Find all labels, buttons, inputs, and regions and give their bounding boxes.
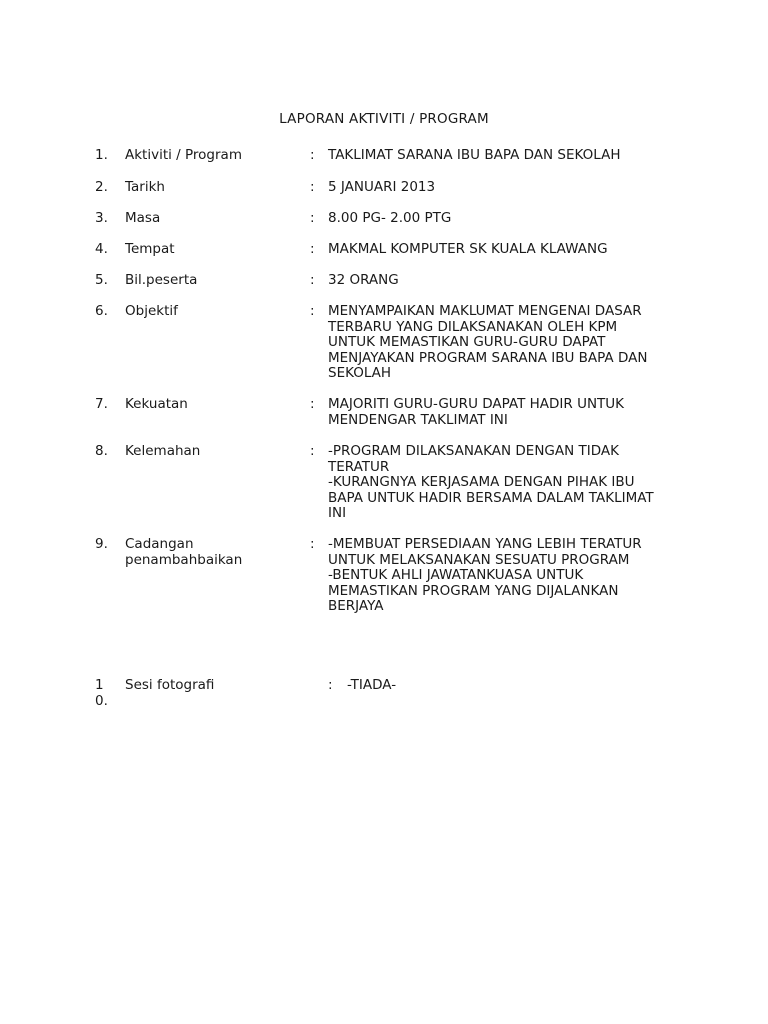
item-label: Kelemahan <box>125 443 201 459</box>
item-label: Tarikh <box>125 179 165 195</box>
item-label: Sesi fotografi <box>125 677 215 693</box>
report-title: LAPORAN AKTIVITI / PROGRAM <box>279 111 489 127</box>
item-colon: : <box>310 210 315 226</box>
item-label: Aktiviti / Program <box>125 147 242 163</box>
item-value: MENYAMPAIKAN MAKLUMAT MENGENAI DASAR TERBARU YANG DILAKSANAKAN OLEH KPM UNTUK MEMASTIKAN GURU-GURU DAPAT MENJAYAKAN PROGRAM SARANA IBU BAPA DAN SEKOLAH <box>328 303 648 381</box>
item-colon: : <box>310 272 315 288</box>
item-number: 4. <box>95 241 108 257</box>
item-value: TAKLIMAT SARANA IBU BAPA DAN SEKOLAH <box>328 147 621 163</box>
item-colon: : <box>310 303 315 319</box>
item-label: Tempat <box>125 241 175 257</box>
item-colon: : <box>328 677 333 693</box>
item-colon: : <box>310 147 315 163</box>
item-value: -TIADA- <box>347 677 397 693</box>
item-label: Objektif <box>125 303 178 319</box>
item-value: 8.00 PG- 2.00 PTG <box>328 210 452 226</box>
item-colon: : <box>310 179 315 195</box>
item-label: Masa <box>125 210 161 226</box>
item-value: 5 JANUARI 2013 <box>328 179 436 195</box>
item-number: 5. <box>95 272 108 288</box>
item-label: Kekuatan <box>125 396 188 412</box>
item-number: 8. <box>95 443 108 459</box>
item-number: 2. <box>95 179 108 195</box>
item-number: 3. <box>95 210 108 226</box>
item-value: 32 ORANG <box>328 272 399 288</box>
item-label: Bil.peserta <box>125 272 198 288</box>
item-number: 9. <box>95 536 108 552</box>
item-colon: : <box>310 241 315 257</box>
item-value: -MEMBUAT PERSEDIAAN YANG LEBIH TERATUR UNTUK MELAKSANAKAN SESUATU PROGRAM -BENTUK AHLI JAWATANKUASA UNTUK MEMASTIKAN PROGRAM YANG DIJALANKAN BERJAYA <box>328 536 642 614</box>
item-number: 7. <box>95 396 108 412</box>
item-label: Cadangan penambahbaikan <box>125 536 243 568</box>
item-number: 1 0. <box>95 677 108 709</box>
item-colon: : <box>310 443 315 459</box>
item-value: MAKMAL KOMPUTER SK KUALA KLAWANG <box>328 241 608 257</box>
item-number: 1. <box>95 147 108 163</box>
item-number: 6. <box>95 303 108 319</box>
item-value: MAJORITI GURU-GURU DAPAT HADIR UNTUK MENDENGAR TAKLIMAT INI <box>328 396 625 428</box>
item-colon: : <box>310 396 315 412</box>
item-colon: : <box>310 536 315 552</box>
item-value: -PROGRAM DILAKSANAKAN DENGAN TIDAK TERATUR -KURANGNYA KERJASAMA DENGAN PIHAK IBU BAPA UNTUK HADIR BERSAMA DALAM TAKLIMAT INI <box>328 443 654 521</box>
